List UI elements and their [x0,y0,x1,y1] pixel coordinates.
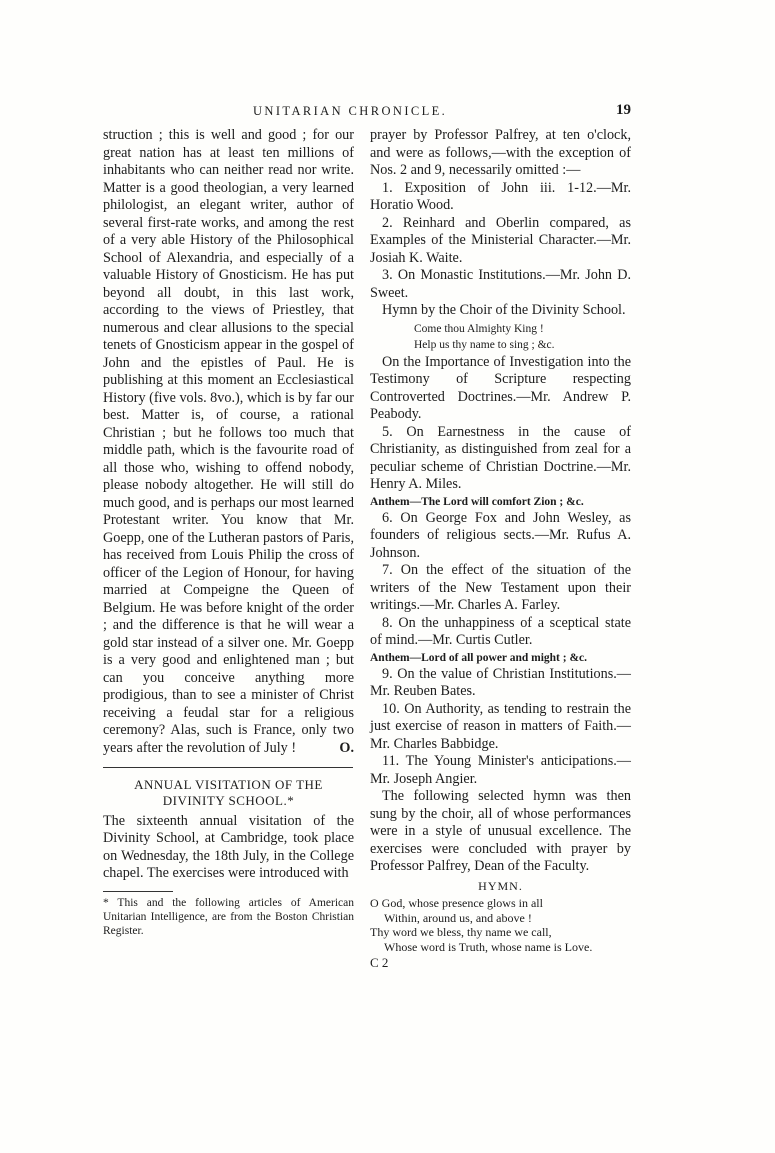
article-signature: O. [339,740,354,756]
hymn-verse-line: Within, around us, and above ! [384,910,532,925]
programme-item-10: 10. On Authority, as tending to restrain the just exercise of reason in matters of Faith.—Mr. Charles Babbidge. [370,700,631,752]
programme-item-6: 6. On George Fox and John Wesley, as founders of religious sects.—Mr. Rufus A. Johnson. [370,509,631,561]
programme-intro: prayer by Professor Palfrey, at ten o'clock, and were as follows,—with the exception of Nos. 2 and 9, necessarily omitted :— [370,127,631,178]
left-column [103,127,354,938]
hymn-intro: Hymn by the Choir of the Divinity School. [382,302,626,318]
closing-paragraph: The following selected hymn was then sung by the choir, all of whose performances were in a style of unusual excellence. The exercises were concluded with prayer by Professor Palfrey, Dean of the Faculty. [370,788,631,874]
section-text: The sixteenth annual visitation of the Divinity School, at Cambridge, took place on Wednesday, the 18th July, in the College chapel. The exercises were introduced with [103,812,354,881]
programme-item-8: 8. On the unhappiness of a sceptical state of mind.—Mr. Curtis Cutler. [370,614,631,648]
running-title: UNITARIAN CHRONICLE. [253,104,448,118]
section-divider [103,767,353,768]
programme-item-1: 1. Exposition of John iii. 1-12.—Mr. Horatio Wood. [370,179,631,213]
hymn-verse-line: O God, whose presence glows in all [370,896,543,910]
section-heading: ANNUAL VISITATION OF THE DIVINITY SCHOOL.* [134,776,323,808]
signature-mark: C 2 [370,955,389,970]
hymn-line: Come thou Almighty King ! [414,322,544,335]
hymn-verse-line: Whose word is Truth, whose name is Love. [384,939,593,954]
programme-item-3: 3. On Monastic Institutions.—Mr. John D. Sweet. [370,267,631,301]
anthem-line: Anthem—The Lord will comfort Zion ; &c. [370,495,584,508]
footnote: * This and the following articles of American Unitarian Intelligence, are from the Boston Christian Register. [103,896,354,937]
hymn-line: Help us thy name to sing ; &c. [414,338,555,351]
programme-item-11: 11. The Young Minister's anticipations.—Mr. Joseph Angier. [370,753,631,787]
programme-item-2: 2. Reinhard and Oberlin compared, as Examples of the Ministerial Character.—Mr. Josiah K. Waite. [370,214,631,266]
article-text: struction ; this is well and good ; for our great nation has at least ten millions of inhabitants who can neither read nor write. Matter is a good theologian, a very learned philologist, an elegant writer, author of several first-rate works, and among the rest of a very able History of the Philosophical School of Alexandria, and especially of a valuable History of Gnosticism. He has put beyond all doubt, in this last work, according to the views of Priestley, that numerous and clear allusions to the special tenets of Gnosticism appear in the gospel of John and the epistles of Paul. He is publishing at this moment an Ecclesiastical History (five vols. 8vo.), which is by far our best. Matter is, of course, a rational Christian ; but he follows too much that middle path, which is the favourite road of all those who, wishing to offend nobody, please nobody altogether. He will still do much good, and is perhaps our most learned Protestant writer. You know that Mr. Goepp, one of the Lutheran pastors of Paris, has received from Louis Philip the cross of officer of the Legion of Honour, for having married at Compeigne the Queen of Belgium. He was before knight of the order ; and the difference is that he will wear a gold star instead of a silver one. Mr. Goepp is a very good and enlightened man ; but can you conceive anything more prodigious, than to see a minister of Christ receiving a feudal star for a religious ceremony? Alas, such is France, only two years after the revolution of July ! [103,127,354,756]
programme-item-4: On the Importance of Investigation into the Testimony of Scripture respecting Controverted Doctrines.—Mr. Andrew P. Peabody. [370,353,631,422]
programme-item-9: 9. On the value of Christian Institutions.—Mr. Reuben Bates. [370,665,631,699]
hymn-title: HYMN. [478,878,523,893]
right-column [370,127,631,972]
anthem-line: Anthem—Lord of all power and might ; &c. [370,651,588,664]
footnote-divider [103,891,173,892]
running-head [0,104,775,122]
page-number: 19 [616,102,631,118]
hymn-verse-line: Thy word we bless, thy name we call, [370,925,552,939]
programme-item-5: 5. On Earnestness in the cause of Christianity, as distinguished from zeal for a peculiar scheme of Christian Doctrine.—Mr. Henry A. Miles. [370,423,631,492]
programme-item-7: 7. On the effect of the situation of the writers of the New Testament upon their writings.—Mr. Charles A. Farley. [370,562,631,613]
